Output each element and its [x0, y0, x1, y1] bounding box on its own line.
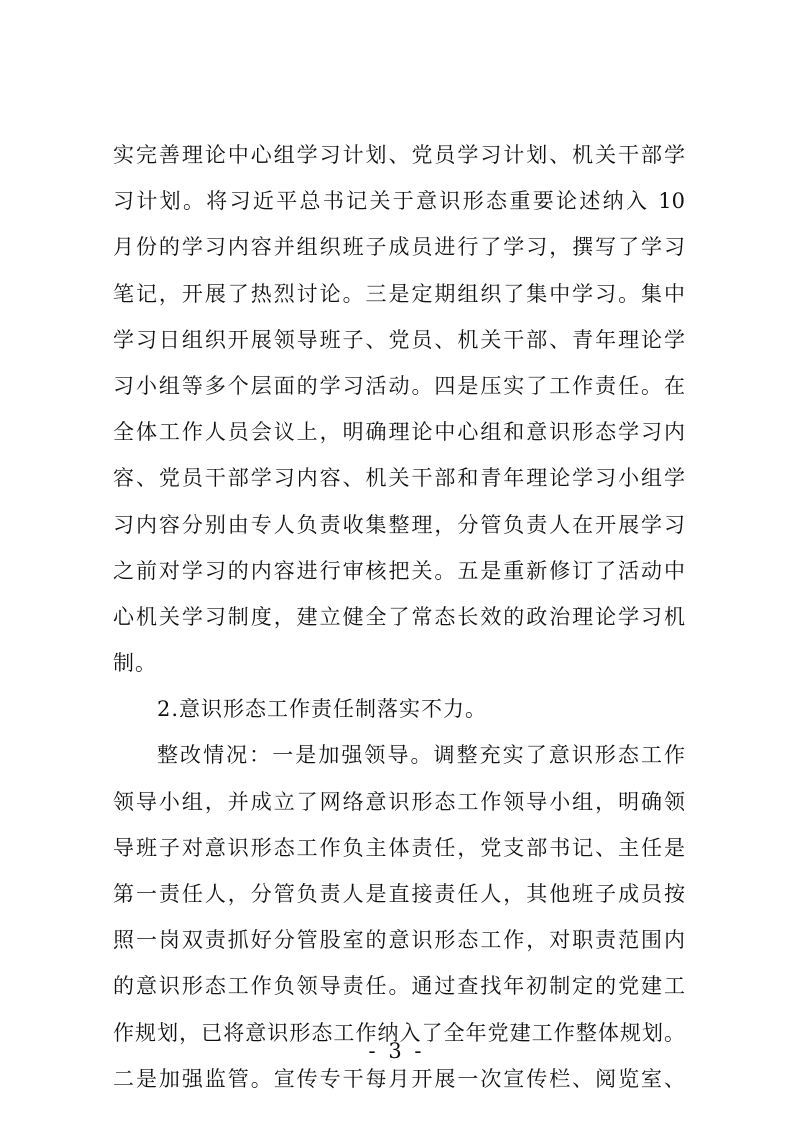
- text-line: 整改情况：一是加强领导。调整充实了意识形态工作: [157, 743, 685, 768]
- text-line: 作规划，已将意识形态工作纳入了全年党建工作整体规划。: [113, 1020, 685, 1045]
- text-line: 实完善理论中心组学习计划、党员学习计划、机关干部学: [113, 143, 685, 167]
- text-line: 笔记，开展了热烈讨论。三是定期组织了集中学习。集中: [113, 281, 685, 306]
- text-line: 之前对学习的内容进行审核把关。五是重新修订了活动中: [113, 558, 685, 583]
- text-line: 习内容分别由专人负责收集整理，分管负责人在开展学习: [113, 512, 685, 537]
- text-line: 习小组等多个层面的学习活动。四是压实了工作责任。在: [113, 373, 685, 398]
- section-heading: 2.意识形态工作责任制落实不力。: [157, 697, 488, 722]
- text-line: 第一责任人，分管负责人是直接责任人，其他班子成员按: [113, 882, 685, 906]
- text-line: 月份的学习内容并组织班子成员进行了学习，撰写了学习: [113, 235, 685, 260]
- text-line: 领导小组，并成立了网络意识形态工作领导小组，明确领: [113, 789, 685, 814]
- text-line: 二是加强监管。宣传专干每月开展一次宣传栏、阅览室、: [113, 1066, 685, 1091]
- text-line: 照一岗双责抓好分管股室的意识形态工作，对职责范围内: [113, 928, 685, 953]
- text-line: 容、党员干部学习内容、机关干部和青年理论学习小组学: [113, 466, 685, 491]
- text-line: 心机关学习制度，建立健全了常态长效的政治理论学习机: [113, 604, 685, 629]
- page-number: - 3 -: [368, 1039, 425, 1063]
- text-line: 全体工作人员会议上，明确理论中心组和意识形态学习内: [113, 420, 685, 445]
- text-line: 的意识形态工作负领导责任。通过查找年初制定的党建工: [113, 974, 685, 999]
- body-text: [113, 132, 685, 1102]
- text-line: 导班子对意识形态工作负主体责任，党支部书记、主任是: [113, 835, 685, 860]
- text-line: 制。: [113, 651, 157, 676]
- text-line: 习计划。将习近平总书记关于意识形态重要论述纳入 10: [113, 189, 685, 214]
- text-line: 学习日组织开展领导班子、党员、机关干部、青年理论学: [113, 327, 685, 352]
